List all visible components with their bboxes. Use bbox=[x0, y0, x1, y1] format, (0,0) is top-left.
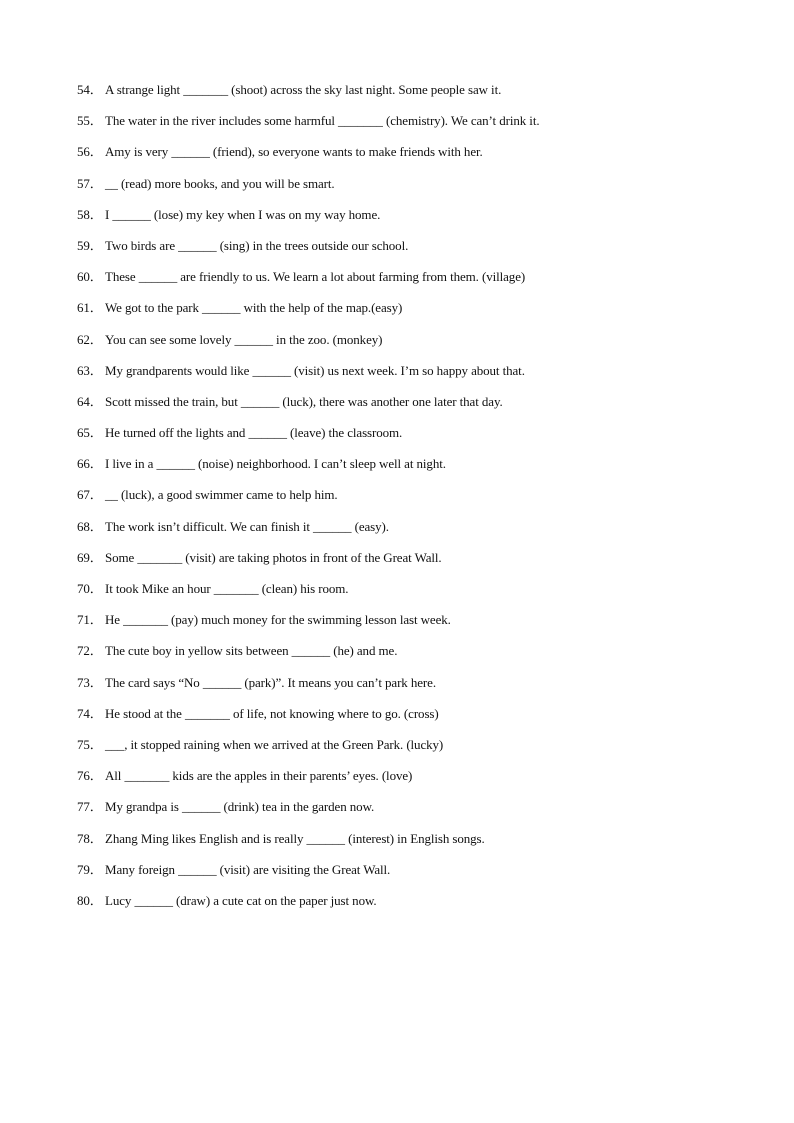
question-text: He stood at the _______ of life, not knowing where to go. (cross) bbox=[105, 705, 439, 721]
question-80 bbox=[77, 891, 757, 922]
question-69 bbox=[77, 548, 757, 579]
question-72 bbox=[77, 641, 757, 672]
question-text: My grandpa is ______ (drink) tea in the garden now. bbox=[105, 799, 375, 815]
question-text: The cute boy in yellow sits between ______ (he) and me. bbox=[105, 643, 398, 659]
question-number: 71． bbox=[77, 612, 103, 628]
question-text: Zhang Ming likes English and is really ______ (interest) in English songs. bbox=[105, 830, 485, 846]
question-text: It took Mike an hour _______ (clean) his room. bbox=[105, 581, 349, 596]
question-text: I live in a ______ (noise) neighborhood. I can’t sleep well at night. bbox=[105, 456, 446, 472]
question-64 bbox=[77, 392, 757, 423]
question-number: 59． bbox=[77, 237, 103, 253]
question-text: The card says “No ______ (park)”. It means you can’t park here. bbox=[105, 674, 436, 690]
question-text: The water in the river includes some harmful _______ (chemistry). We can’t drink it. bbox=[105, 113, 540, 129]
question-67 bbox=[77, 485, 757, 516]
question-66 bbox=[77, 454, 757, 485]
question-number: 80． bbox=[77, 892, 103, 908]
question-text: He turned off the lights and ______ (leave) the classroom. bbox=[105, 425, 403, 441]
question-number: 74． bbox=[77, 705, 103, 721]
question-73 bbox=[77, 673, 757, 704]
question-61 bbox=[77, 298, 757, 329]
question-text: Lucy ______ (draw) a cute cat on the paper just now. bbox=[105, 892, 377, 908]
question-78 bbox=[77, 829, 757, 860]
question-number: 69． bbox=[77, 549, 103, 565]
question-text: ___, it stopped raining when we arrived at the Green Park. (lucky) bbox=[105, 736, 444, 752]
question-77 bbox=[77, 797, 757, 828]
question-74 bbox=[77, 704, 757, 735]
question-number: 54． bbox=[77, 82, 103, 97]
question-57 bbox=[77, 174, 757, 205]
question-text: __ (luck), a good swimmer came to help him. bbox=[105, 487, 338, 503]
question-number: 78． bbox=[77, 830, 103, 846]
question-55 bbox=[77, 111, 757, 142]
question-62 bbox=[77, 330, 757, 361]
question-number: 68． bbox=[77, 518, 103, 534]
question-text: These ______ are friendly to us. We learn a lot about farming from them. (village) bbox=[105, 269, 526, 285]
question-text: My grandparents would like ______ (visit) us next week. I’m so happy about that. bbox=[105, 362, 525, 378]
question-number: 79． bbox=[77, 861, 103, 877]
question-text: Scott missed the train, but ______ (luck), there was another one later that day. bbox=[105, 393, 503, 409]
question-number: 73． bbox=[77, 674, 103, 690]
question-number: 75． bbox=[77, 736, 103, 752]
question-65 bbox=[77, 423, 757, 454]
question-75 bbox=[77, 735, 757, 766]
question-text: All _______ kids are the apples in their parents’ eyes. (love) bbox=[105, 768, 413, 784]
question-number: 62． bbox=[77, 331, 103, 347]
question-number: 77． bbox=[77, 799, 103, 815]
question-text: The work isn’t difficult. We can finish it ______ (easy). bbox=[105, 518, 389, 534]
question-number: 55． bbox=[77, 113, 103, 129]
question-70 bbox=[77, 579, 757, 610]
question-text: I ______ (lose) my key when I was on my way home. bbox=[105, 206, 381, 222]
question-text: Two birds are ______ (sing) in the trees outside our school. bbox=[105, 237, 409, 253]
question-68 bbox=[77, 517, 757, 548]
question-63 bbox=[77, 361, 757, 392]
question-text: You can see some lovely ______ in the zoo. (monkey) bbox=[105, 331, 383, 347]
question-text: Some _______ (visit) are taking photos in front of the Great Wall. bbox=[105, 549, 442, 565]
question-number: 70． bbox=[77, 581, 103, 596]
question-number: 60． bbox=[77, 269, 103, 285]
question-71 bbox=[77, 610, 757, 641]
question-76 bbox=[77, 766, 757, 797]
question-number: 76． bbox=[77, 768, 103, 784]
question-number: 66． bbox=[77, 456, 103, 472]
question-number: 58． bbox=[77, 206, 103, 222]
question-number: 56． bbox=[77, 144, 103, 160]
question-text: Amy is very ______ (friend), so everyone wants to make friends with her. bbox=[105, 144, 483, 160]
question-60 bbox=[77, 267, 757, 298]
question-59 bbox=[77, 236, 757, 267]
question-text: Many foreign ______ (visit) are visiting the Great Wall. bbox=[105, 861, 391, 877]
question-54 bbox=[77, 80, 757, 111]
question-79 bbox=[77, 860, 757, 891]
question-number: 63． bbox=[77, 362, 103, 378]
question-58 bbox=[77, 205, 757, 236]
question-number: 64． bbox=[77, 393, 103, 409]
question-text: He _______ (pay) much money for the swimming lesson last week. bbox=[105, 612, 451, 628]
question-number: 61． bbox=[77, 300, 103, 316]
question-number: 57． bbox=[77, 175, 103, 191]
question-number: 72． bbox=[77, 643, 103, 659]
question-number: 67． bbox=[77, 487, 103, 503]
question-text: A strange light _______ (shoot) across the sky last night. Some people saw it. bbox=[105, 82, 502, 97]
question-text: __ (read) more books, and you will be smart. bbox=[105, 175, 335, 191]
question-number: 65． bbox=[77, 425, 103, 441]
question-text: We got to the park ______ with the help of the map.(easy) bbox=[105, 300, 403, 316]
question-list bbox=[77, 80, 757, 922]
question-56 bbox=[77, 142, 757, 173]
